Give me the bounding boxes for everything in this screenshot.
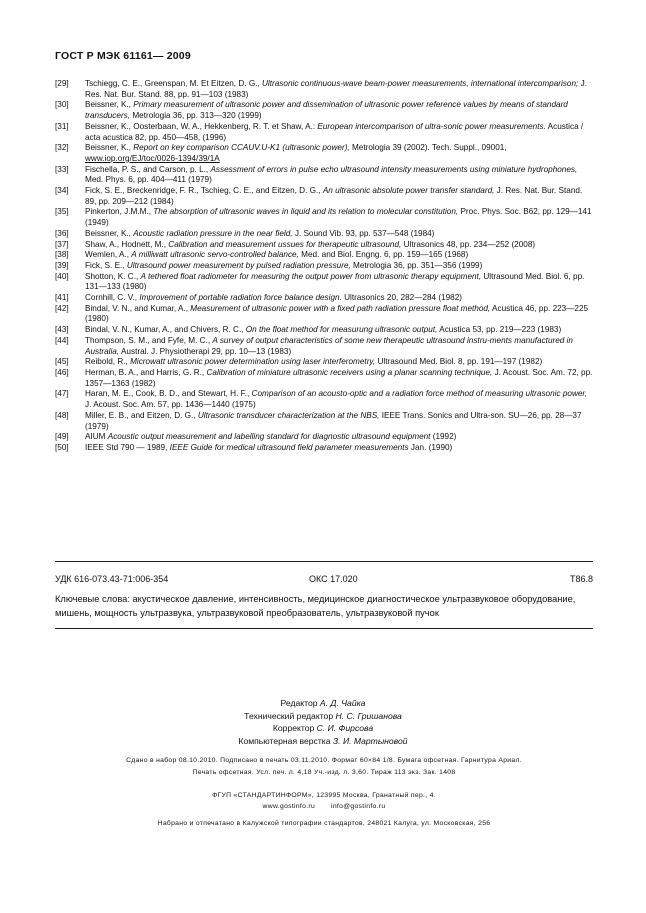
reference-authors: Beissner, K.,	[85, 100, 134, 110]
reference-source: Proc. Phys. Soc. B62, pp. 129—141 (1949)	[85, 207, 592, 228]
reference-authors: Beissner, K.,	[85, 228, 134, 238]
credit-name: З. И. Мартыновой	[332, 735, 408, 746]
reference-source: J. Acoust. Soc. Am. 72, pp. 1357—1363 (1982)	[85, 367, 593, 388]
reference-text	[85, 207, 593, 228]
reference-source: (1992)	[430, 432, 457, 442]
reference-source: Metrologia 39 (2002). Tech. Suppl., 09001,	[349, 143, 507, 153]
reference-list	[55, 79, 593, 454]
reference-source: Jan. (1990)	[408, 442, 453, 452]
reference-title: Calibration and measurement ussues for therapeutic ultrasound,	[168, 239, 402, 249]
reference-source: Acustica 46, pp. 223—225 (1980)	[85, 303, 589, 324]
reference-source: J. Acoust. Soc. Am. 57, pp. 1436—1440 (1975)	[85, 400, 256, 410]
reference-item	[55, 357, 593, 368]
reference-title: Microwatt ultrasonic power determination using laser interferometry,	[130, 357, 376, 367]
publisher-contacts	[55, 801, 593, 812]
reference-text	[85, 122, 593, 143]
reference-number: [33]	[55, 164, 69, 174]
reference-number: [43]	[55, 325, 69, 335]
reference-item	[55, 325, 593, 336]
reference-authors: Herman, B. A., and Harris, G. R.,	[85, 367, 207, 377]
reference-authors: Haran, M. E., Cook, B. D., and Stewart, H. F.,	[85, 389, 252, 399]
reference-item	[55, 261, 593, 272]
credit-name: С. И. Фирсова	[316, 723, 374, 734]
document-header: ГОСТ Р МЭК 61161— 2009	[55, 50, 191, 62]
reference-item	[55, 229, 593, 240]
credit-role: Технический редактор	[244, 710, 336, 721]
credit-line	[0, 710, 646, 723]
reference-source: Metrologia 36, pp. 313—320 (1999)	[130, 111, 262, 121]
reference-text	[85, 100, 593, 121]
reference-title: Acoustic radiation pressure in the near field,	[133, 228, 293, 238]
reference-authors: Cornhill, C. V.,	[85, 293, 140, 303]
reference-authors: Fischella, P. S., and Carson, p. L.,	[85, 164, 211, 174]
reference-source: Austral. J. Physiotherapi 29, pp. 10—13 (1983)	[119, 346, 292, 356]
reference-number: [40]	[55, 271, 69, 281]
reference-item	[55, 165, 593, 186]
reference-authors: Tschiegg, C. E., Greenspan, M. Et Eitzen, D. G.,	[85, 79, 263, 88]
publisher-address: ФГУП «СТАНДАРТИНФОРМ», 123995 Москва, Гранатный пер., 4.	[212, 792, 436, 799]
credit-role: Компьютерная верстка	[238, 735, 333, 746]
reference-number: [36]	[55, 228, 69, 238]
reference-number: [48]	[55, 410, 69, 420]
udk-code: УДК 616-073.43-71:006-354	[55, 574, 169, 584]
credits-block	[0, 697, 646, 747]
reference-text	[85, 357, 593, 368]
reference-source: Acustica 53, pp. 219—223 (1983)	[437, 325, 562, 335]
oks-code: ОКС 17.020	[309, 574, 358, 584]
reference-text	[85, 411, 593, 432]
reference-title: On the float method for measurung ultrasonic output,	[245, 325, 438, 335]
reference-title: A survey of output characteristics of some new therapeutic ultrasound instru-ments manufactured in Australia,	[85, 335, 573, 356]
reference-authors: Beissner, K., Oosterbaan, W. A., Hekkenberg, R. T. et Shaw, A.:	[85, 121, 318, 131]
reference-item	[55, 368, 593, 389]
reference-source: J. Res. Nat. Bur. Stand. 88, pp. 91—103 (1983)	[85, 79, 587, 99]
reference-authors: Beissner, K.,	[85, 143, 134, 153]
reference-authors: Fick, S. E., Breckenridge, F. R., Tschieg, C. E., and Eitzen, D. G.,	[85, 186, 323, 196]
publisher-email[interactable]: info@gostinfo.ru	[331, 803, 386, 811]
reference-source: Metrologia 36, pp. 351—356 (1999)	[350, 260, 483, 270]
publisher-website[interactable]: www.gostinfo.ru	[262, 803, 316, 811]
reference-number: [30]	[55, 100, 69, 110]
category-code: Т86.8	[569, 574, 593, 584]
reference-text	[85, 250, 593, 261]
reference-text	[85, 304, 593, 325]
reference-text	[85, 336, 593, 357]
reference-title: Calibration of miniature ultrasonic receivers using a planar scanning technique,	[206, 367, 493, 377]
reference-title: The absorption of ultrasonic waves in liquid and its relation to molecular constitution,	[153, 207, 459, 217]
reference-authors: Shaw, A., Hodnett, M.,	[85, 239, 169, 249]
reference-text	[85, 261, 593, 272]
reference-authors: Bindal, V. N., and Kumar, A.,	[85, 303, 191, 313]
reference-text	[85, 389, 593, 410]
reference-title: A tethered float radiometer for measuring the output power from ultrasonic therapy equipment,	[140, 271, 482, 281]
divider-top	[55, 561, 593, 562]
reference-number: [37]	[55, 239, 69, 249]
reference-number: [47]	[55, 389, 69, 399]
printing-house: Набрано и отпечатано в Калужской типографии стандартов, 248021 Калуга, ул. Московская, 256	[157, 820, 491, 828]
reference-source: Ultrasound Med. Biol. 6, pp. 131—133 (1980)	[85, 271, 585, 292]
reference-text	[85, 186, 593, 207]
reference-text	[85, 432, 593, 443]
reference-title: Acoustic output measurement and labelling standard for diagnostic ultrasound equipment	[107, 432, 431, 442]
reference-source: J. Sound Vib. 93, pp. 537—548 (1984)	[292, 228, 435, 238]
reference-title: Comparison of an acousto-optic and a radiation force method of measuring ultrasonic power,	[251, 389, 587, 399]
reference-source: Ultrasound Med. Biol. 8, pp. 191—197 (1982)	[375, 357, 543, 367]
reference-number: [35]	[55, 207, 69, 217]
reference-number: [31]	[55, 121, 69, 131]
reference-item	[55, 250, 593, 261]
reference-authors: Reibold, R.,	[85, 357, 131, 367]
reference-text	[85, 240, 593, 251]
reference-number: [50]	[55, 442, 69, 452]
credit-role: Редактор	[280, 698, 320, 708]
reference-item	[55, 207, 593, 228]
print-info-line-1: Сдано в набор 08.10.2010. Подписано в печать 03.11.2010. Формат 60×84 1/8. Бумага офсетная. Гарнитура Ариал.	[126, 757, 522, 764]
reference-item	[55, 272, 593, 293]
reference-item	[55, 411, 593, 432]
reference-title: Assessment of errors in pulse echo ultrasound intensity measurements using miniature hydrophones,	[210, 164, 578, 174]
reference-title: Measurement of ultrasonic power with a fixed path radiation pressure float method,	[190, 303, 491, 313]
credit-line	[0, 735, 646, 748]
classification-row	[55, 574, 593, 586]
reference-authors: Wemlen, A.,	[85, 250, 132, 260]
reference-number: [32]	[55, 143, 69, 153]
reference-source: Med. and Biol. Engng. 6, pp. 159—165 (1968)	[298, 250, 469, 260]
reference-item	[55, 240, 593, 251]
reference-authors: Shotton, K. C.,	[85, 271, 141, 281]
credit-role: Корректор	[272, 723, 317, 734]
reference-authors: AIUM	[85, 432, 108, 442]
reference-title: IEEE Guide for medical ultrasound field parameter measurements	[169, 442, 409, 452]
reference-number: [42]	[55, 303, 69, 313]
reference-authors: Fick, S. E.,	[85, 260, 127, 270]
reference-source: IEEE Trans. Sonics and Ultra-son. SU—26, pp. 28—37 (1979)	[85, 410, 582, 431]
publisher-info	[55, 790, 593, 830]
reference-text	[85, 165, 593, 186]
reference-item	[55, 143, 593, 164]
print-info-line-2: Печать офсетная. Усл. печ. л. 4,18 Уч.-изд. л. 3,60. Тираж 113 экз. Зак. 1408	[192, 769, 456, 776]
reference-text	[85, 368, 593, 389]
reference-item	[55, 304, 593, 325]
reference-title: European intercomparison of ultra-sonic power measurements.	[317, 121, 546, 131]
reference-number: [34]	[55, 186, 69, 196]
reference-item	[55, 336, 593, 357]
reference-number: [46]	[55, 367, 69, 377]
reference-item	[55, 79, 593, 100]
reference-text	[85, 79, 593, 100]
reference-title: Ultrasonic continuous-wave beam-power measurements, international intercomparison;	[262, 79, 579, 88]
reference-item	[55, 186, 593, 207]
reference-number: [29]	[55, 79, 69, 88]
reference-authors: Pinkerton, J.M.M.,	[85, 207, 154, 217]
reference-number: [39]	[55, 260, 69, 270]
reference-text	[85, 293, 593, 304]
reference-item	[55, 389, 593, 410]
reference-text	[85, 443, 593, 454]
reference-title: A milliwatt ultrasonic servo-controlled balance,	[131, 250, 299, 260]
reference-authors: Bindal, V. N., Kumar, A., and Chivers, R. C.,	[85, 325, 246, 335]
reference-number: [38]	[55, 250, 69, 260]
reference-number: [41]	[55, 293, 69, 303]
divider-bottom	[55, 628, 593, 629]
reference-authors: IEEE Std 790 — 1989,	[85, 442, 170, 452]
credit-line	[0, 697, 646, 710]
credit-name: Н. С. Гришанова	[335, 710, 402, 721]
reference-item	[55, 443, 593, 454]
reference-text	[85, 143, 593, 164]
reference-source: Acustica / acta acustica 82, pp. 450—458, (1996)	[85, 121, 584, 142]
reference-text	[85, 229, 593, 240]
reference-text	[85, 325, 593, 336]
reference-authors: Thompson, S. M., and Fyfe, M. C.,	[85, 335, 213, 345]
reference-source: J. Res. Nat. Bur. Stand. 89, pp. 209—212 (1984)	[85, 186, 583, 206]
reference-number: [45]	[55, 357, 69, 367]
reference-title: Primary measurement of ultrasonic power and dissemination of ultrasonic power reference values by means of standard transducers,	[85, 100, 568, 121]
reference-number: [44]	[55, 335, 69, 345]
reference-title: Ultrasound power measurement by pulsed radiation pressure,	[126, 260, 351, 270]
reference-item	[55, 293, 593, 304]
reference-item	[55, 100, 593, 121]
credit-line	[0, 722, 646, 735]
reference-source: Ultrasonics 20, 282—284 (1982)	[341, 293, 463, 303]
reference-source: Med. Phys. 6, pp. 404—411 (1979)	[85, 175, 212, 185]
reference-text	[85, 272, 593, 293]
reference-title: Improvement of portable radiation force balance design.	[139, 293, 342, 303]
reference-authors: Miller, E. B., and Eitzen, D. G.,	[85, 410, 198, 420]
keywords-text: Ключевые слова: акустическое давление, интенсивность, медицинское диагностическое ультразвуковое оборудование, мишень, мощность ультразвука, ультразвуковой преобразователь, ультразвуковой пучок	[55, 594, 576, 618]
reference-title: An ultrasonic absolute power transfer standard,	[322, 186, 495, 196]
credit-name: А. Д. Чайка	[319, 698, 366, 708]
reference-link[interactable]: www.iop.org/EJ/toc/0026-1394/39/1A	[85, 153, 220, 163]
reference-item	[55, 432, 593, 443]
reference-number: [49]	[55, 432, 69, 442]
reference-title: Ultrasonic transducer characterization at the NBS,	[197, 410, 380, 420]
reference-source: Ultrasonics 48, pp. 234—252 (2008)	[401, 239, 536, 249]
reference-title: Report on key comparison CCAUV.U-K1 (ultrasonic power),	[133, 143, 350, 153]
print-info	[55, 755, 593, 779]
reference-item	[55, 122, 593, 143]
